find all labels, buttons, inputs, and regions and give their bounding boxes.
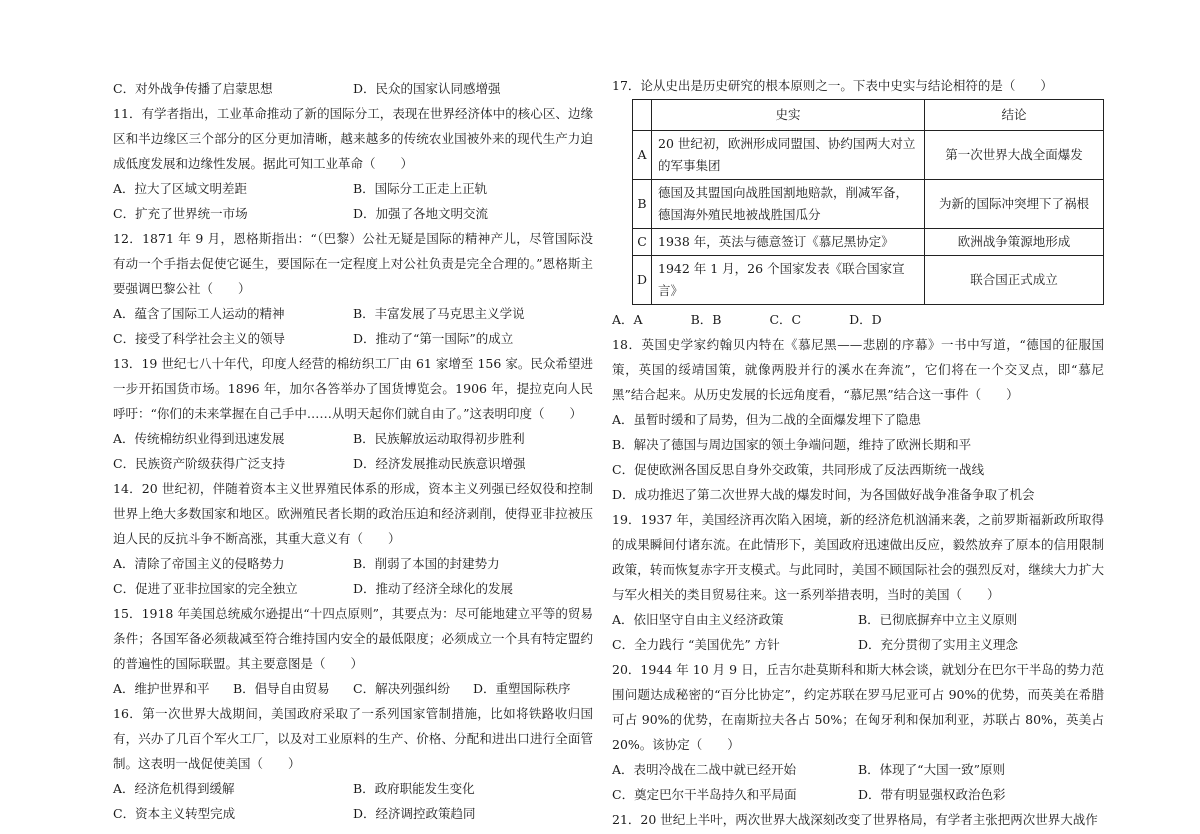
- answer-option: C．对外战争传播了启蒙思想: [113, 81, 273, 96]
- option-list: [113, 176, 593, 226]
- table-row: [633, 180, 1104, 229]
- question-block: [113, 601, 593, 701]
- answer-option: D．D: [849, 312, 882, 327]
- answer-option: D．带有明显强权政治色彩: [858, 787, 1006, 802]
- answer-option: A．虽暂时缓和了局势，但为二战的全面爆发埋下了隐患: [612, 412, 922, 427]
- row-fact: 德国及其盟国向战胜国割地赔款，削减军备，德国海外殖民地被战胜国瓜分: [652, 180, 925, 229]
- answer-option: B．丰富发展了马克思主义学说: [353, 306, 525, 321]
- right-column: [612, 76, 1104, 832]
- answer-option: D．经济调控政策趋同: [353, 806, 476, 821]
- table-header-row: [633, 100, 1104, 131]
- answer-option: C．全力践行 “美国优先” 方针: [612, 637, 780, 652]
- question-17-stem: 17．论从史出是历史研究的根本原则之一。下表中史实与结论相符的是（ ）: [612, 78, 1053, 93]
- row-label: C: [633, 229, 652, 256]
- row-label: D: [633, 256, 652, 305]
- row-conclusion: 欧洲战争策源地形成: [925, 229, 1104, 256]
- table-header-blank: [633, 100, 652, 131]
- question-block: [612, 657, 1104, 807]
- answer-option: A．蕴含了国际工人运动的精神: [113, 306, 285, 321]
- question-stem: 20．1944 年 10 月 9 日，丘吉尔赴莫斯科和斯大林会谈，就划分在巴尔干半岛的势力范围问题达成秘密的“百分比协定”，约定苏联在罗马尼亚可占 90%的优势，而英美在希腊可占 90%的优势，在南斯拉夫各占 50%；在匈牙利和保加利亚，苏联占 80%，英美占 20%。该协定（ ）: [612, 662, 1104, 752]
- question-block: [113, 351, 593, 476]
- answer-option: A．传统棉纺织业得到迅速发展: [113, 431, 285, 446]
- option-list: [113, 776, 593, 826]
- answer-option: A．依旧坚守自由主义经济政策: [612, 612, 784, 627]
- answer-option: B．已彻底摒弃中立主义原则: [858, 612, 1018, 627]
- answer-option: B．体现了“大国一致”原则: [858, 762, 1005, 777]
- answer-option: D．推动了经济全球化的发展: [353, 581, 514, 596]
- table-header-conclusion: 结论: [925, 100, 1104, 131]
- answer-option: C．资本主义转型完成: [113, 806, 236, 821]
- answer-option: A．经济危机得到缓解: [113, 781, 235, 796]
- answer-option: C．扩充了世界统一市场: [113, 206, 248, 221]
- question-stem: 16．第一次世界大战期间，美国政府采取了一系列国家管制措施，比如将铁路收归国有，兴办了几百个军火工厂，以及对工业原料的生产、价格、分配和进出口进行全面管制。这表明一战促使美国（ ）: [113, 706, 593, 771]
- option-list: [113, 301, 593, 351]
- answer-option: C．民族资产阶级获得广泛支持: [113, 456, 286, 471]
- answer-option: D．重塑国际秩序: [473, 681, 571, 696]
- answer-option: A．维护世界和平: [113, 681, 210, 696]
- question-stem: 11．有学者指出，工业革命推动了新的国际分工，表现在世界经济体中的核心区、边缘区和半边缘区三个部分的区分更加清晰，越来越多的传统农业国被外来的现代生产力迫成低度发展和边缘性发展。据此可知工业革命（ ）: [113, 106, 593, 171]
- table-row: [633, 256, 1104, 305]
- question-block: [113, 76, 593, 101]
- option-list: [612, 757, 1104, 807]
- question-stem: 15．1918 年美国总统威尔逊提出“十四点原则”，其要点为：尽可能地建立平等的贸易条件；各国军备必须裁减至符合维持国内安全的最低限度；必须成立一个具有特定盟约的普遍性的国际联盟。其主要意图是（ ）: [113, 606, 593, 671]
- answer-option: D．加强了各地文明交流: [353, 206, 489, 221]
- question-stem: 19．1937 年，美国经济再次陷入困境，新的经济危机汹涌来袭，之前罗斯福新政所取得的成果瞬间付诸东流。在此情形下，美国政府迅速做出反应，毅然放弃了原本的信用限制政策，转而恢复赤字开支模式。与此同时，美国不顾国际社会的强烈反对，继续大力扩大与军火相关的类目贸易往来。这一系列举措表明，当时的美国（ ）: [612, 512, 1104, 602]
- answer-option: C．促使欧洲各国反思自身外交政策，共同形成了反法西斯统一战线: [612, 462, 985, 477]
- row-conclusion: 为新的国际冲突埋下了祸根: [925, 180, 1104, 229]
- answer-option: A．A: [612, 312, 643, 327]
- answer-option: B．倡导自由贸易: [233, 681, 330, 696]
- table-row: [633, 131, 1104, 180]
- row-conclusion: 第一次世界大战全面爆发: [925, 131, 1104, 180]
- row-label: A: [633, 131, 652, 180]
- option-list: [113, 676, 593, 701]
- answer-option: D．充分贯彻了实用主义理念: [858, 637, 1019, 652]
- option-list: [113, 76, 593, 101]
- question-block: [113, 226, 593, 351]
- row-fact: 1938 年，英法与德意签订《慕尼黑协定》: [652, 229, 925, 256]
- answer-option: B．解决了德国与周边国家的领土争端问题，维持了欧洲长期和平: [612, 437, 972, 452]
- answer-option: B．国际分工正走上正轨: [353, 181, 488, 196]
- answer-option: C．接受了科学社会主义的领导: [113, 331, 286, 346]
- answer-option: B．民族解放运动取得初步胜利: [353, 431, 525, 446]
- option-list: [612, 407, 1104, 507]
- answer-option: B．削弱了本国的封建势力: [353, 556, 500, 571]
- row-fact: 20 世纪初，欧洲形成同盟国、协约国两大对立的军事集团: [652, 131, 925, 180]
- answer-option: D．成功推迟了第二次世界大战的爆发时间，为各国做好战争准备争取了机会: [612, 487, 1035, 502]
- answer-option: C．解决列强纠纷: [353, 681, 451, 696]
- answer-option: D．推动了“第一国际”的成立: [353, 331, 514, 346]
- row-label: B: [633, 180, 652, 229]
- question-block: [113, 701, 593, 826]
- left-column: [113, 76, 593, 826]
- answer-option: A．拉大了区域文明差距: [113, 181, 248, 196]
- question-block: [113, 476, 593, 601]
- question-stem: 21．20 世纪上半叶，两次世界大战深刻改变了世界格局，有学者主张把两次世界大战作: [612, 812, 1098, 827]
- question-block: [612, 332, 1104, 507]
- table-header-fact: 史实: [652, 100, 925, 131]
- answer-option: D．经济发展推动民族意识增强: [353, 456, 526, 471]
- question-stem: 12．1871 年 9 月，恩格斯指出：“（巴黎）公社无疑是国际的精神产儿，尽管国际没有动一个手指去促使它诞生，要国际在一定程度上对公社负责是完全合理的。”恩格斯主要强调巴黎公社（ ）: [113, 231, 593, 296]
- option-list: [113, 426, 593, 476]
- question-17: [612, 74, 1104, 332]
- row-fact: 1942 年 1 月，26 个国家发表《联合国家宣言》: [652, 256, 925, 305]
- answer-option: A．清除了帝国主义的侵略势力: [113, 556, 285, 571]
- question-stem: 14．20 世纪初，伴随着资本主义世界殖民体系的形成，资本主义列强已经奴役和控制世界上绝大多数国家和地区。欧洲殖民者长期的政治压迫和经济剥削，使得亚非拉被压迫人民的反抗斗争不断高涨，其重大意义有（ ）: [113, 481, 593, 546]
- option-list: [113, 551, 593, 601]
- question-17-options: [612, 307, 1104, 332]
- answer-option: C．C: [769, 312, 802, 327]
- answer-option: C．奠定巴尔干半岛持久和平局面: [612, 787, 797, 802]
- answer-option: C．促进了亚非拉国家的完全独立: [113, 581, 298, 596]
- row-conclusion: 联合国正式成立: [925, 256, 1104, 305]
- answer-option: D．民众的国家认同感增强: [353, 81, 501, 96]
- answer-option: B．政府职能发生变化: [353, 781, 475, 796]
- option-list: [612, 607, 1104, 657]
- answer-option: B．B: [690, 312, 722, 327]
- question-block: [612, 507, 1104, 657]
- table-row: [633, 229, 1104, 256]
- question-stem: 13．19 世纪七八十年代，印度人经营的棉纺织工厂由 61 家增至 156 家。民众希望进一步开拓国货市场。1896 年，加尔各答举办了国货博览会。1906 年，提拉克向人民呼吁：“你们的未来掌握在自己手中……从明天起你们就自由了。”这表明印度（ ）: [113, 356, 593, 421]
- answer-option: A．表明冷战在二战中就已经开始: [612, 762, 797, 777]
- question-stem: 18．英国史学家约翰贝内特在《慕尼黑——悲剧的序幕》一书中写道，“德国的征服国策，英国的绥靖国策，就像两股并行的溪水在奔流”，它们将在一个交叉点，即“慕尼黑”结合起来。从历史发展的长远角度看，“慕尼黑”结合这一事件（ ）: [612, 337, 1104, 402]
- question-block: [612, 807, 1104, 832]
- question-block: [113, 101, 593, 226]
- history-table: [632, 99, 1104, 305]
